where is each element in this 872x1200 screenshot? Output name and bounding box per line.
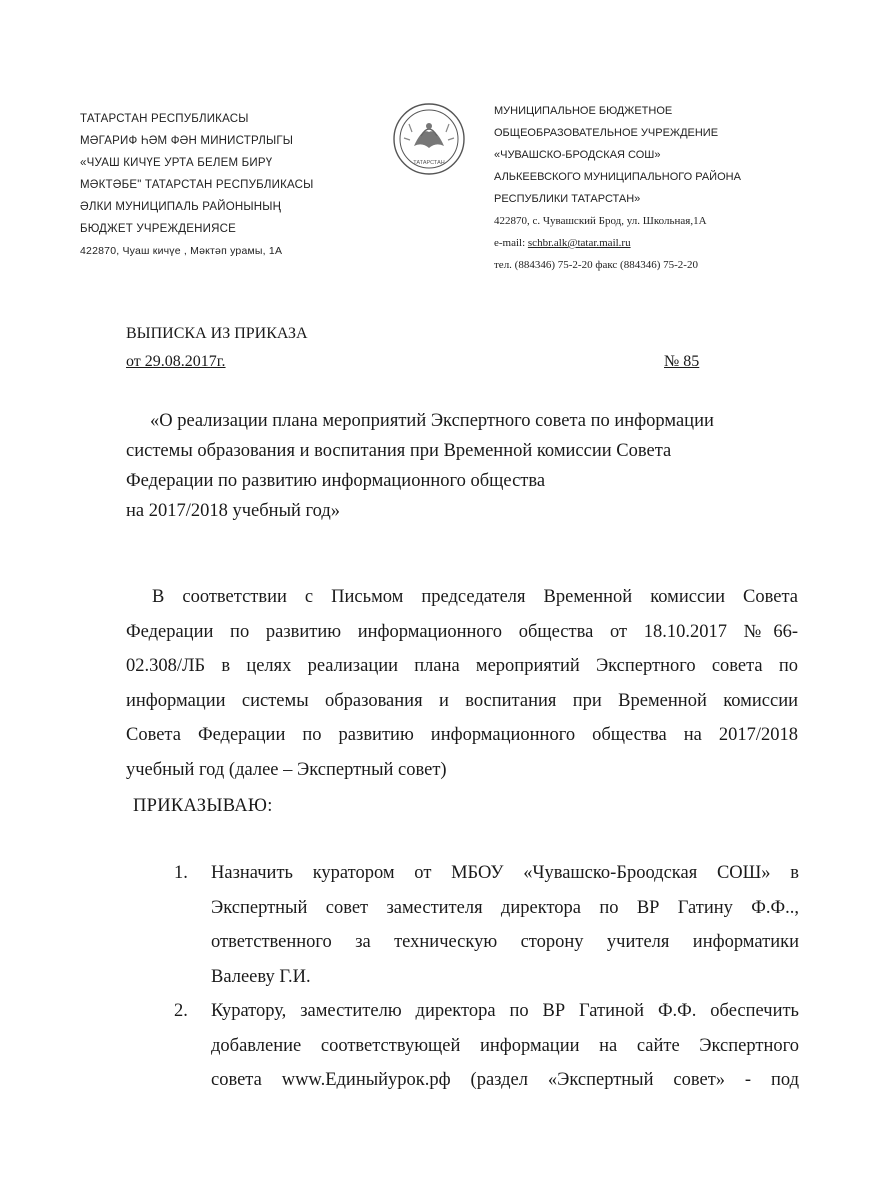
header-left-line: МӘГАРИФ ҺӘМ ФӘН МИНИСТРЛЫГЫ: [80, 135, 294, 147]
header-right-phone: тел. (884346) 75-2-20 факс (884346) 75-2-20: [494, 259, 698, 271]
order-subject: [126, 406, 766, 526]
list-item: [174, 856, 799, 994]
header-left-tatar: [80, 108, 390, 262]
subject-line: Федерации по развитию информационного общества: [126, 471, 546, 491]
header-right-email-line: [494, 232, 834, 254]
preamble-paragraph: [126, 580, 798, 787]
item-line: Куратору, заместителю директора по ВР Гатиной Ф.Ф. обеспечить: [211, 1001, 799, 1021]
preamble-line: Совета Федерации по развитию информационного общества на 2017/2018: [126, 725, 798, 745]
item-line: Валееву Г.И.: [211, 966, 311, 987]
header-right-line: МУНИЦИПАЛЬНОЕ БЮДЖЕТНОЕ: [494, 105, 673, 117]
item-number: 1.: [174, 863, 188, 883]
item-line: добавление соответствующей информации на сайте Экспертного: [211, 1035, 799, 1056]
subject-line: системы образования и воспитания при Временной комиссии Совета: [126, 441, 672, 461]
preamble-line: учебный год (далее – Экспертный совет): [126, 759, 447, 780]
item-line: Назначить куратором от МБОУ «Чувашско-Броодская СОШ» в: [211, 863, 799, 883]
item-line: ответственного за техническую сторону учителя информатики: [211, 932, 799, 952]
header-right-line: ОБЩЕОБРАЗОВАТЕЛЬНОЕ УЧРЕЖДЕНИЕ: [494, 127, 719, 139]
email-label: e-mail:: [494, 237, 528, 249]
item-line: Экспертный совет заместителя директора по ВР Гатину Ф.Ф..,: [211, 897, 799, 918]
item-line: совета www.Единыйурок.рф (раздел «Экспертный совет» - под: [211, 1070, 799, 1090]
header-right-line: РЕСПУБЛИКИ ТАТАРСТАН»: [494, 193, 641, 205]
header-left-line: ӘЛКИ МУНИЦИПАЛЬ РАЙОНЫНЫҢ: [80, 201, 282, 213]
preamble-line: 02.308/ЛБ в целях реализации плана мероприятий Экспертного совета по: [126, 656, 798, 676]
item-number: 2.: [174, 1001, 188, 1021]
header-right-line: АЛЬКЕЕВСКОГО МУНИЦИПАЛЬНОГО РАЙОНА: [494, 171, 741, 183]
header-left-address: 422870, Чуаш кичүе , Мәктәп урамы, 1А: [80, 245, 283, 257]
order-number: № 85: [664, 353, 700, 370]
preamble-line: информации системы образования и воспитания при Временной комиссии: [126, 690, 798, 711]
header-left-line: ТАТАРСТАН РЕСПУБЛИКАСЫ: [80, 113, 249, 125]
subject-line: «О реализации плана мероприятий Экспертного совета по информации: [150, 411, 714, 431]
command-heading: ПРИКАЗЫВАЮ:: [133, 796, 273, 816]
preamble-line: Федерации по развитию информационного общества от 18.10.2017 №66-: [126, 621, 798, 642]
header-left-line: БЮДЖЕТ УЧРЕЖДЕНИЯСЕ: [80, 223, 236, 235]
emblem-caption: ТАТАРСТАН: [413, 160, 445, 166]
tatarstan-coat-of-arms-icon: [392, 102, 466, 176]
order-date: от 29.08.2017г.: [126, 353, 226, 370]
subject-line: на 2017/2018 учебный год»: [126, 501, 341, 521]
order-title: ВЫПИСКА ИЗ ПРИКАЗА: [126, 325, 308, 342]
header-right-address: 422870, с. Чувашский Брод, ул. Школьная,1А: [494, 215, 707, 227]
header-right-line: «ЧУВАШСКО-БРОДСКАЯ СОШ»: [494, 149, 661, 161]
header-left-line: МӘКТӘБЕ" ТАТАРСТАН РЕСПУБЛИКАСЫ: [80, 179, 314, 191]
email-link[interactable]: schbr.alk@tatar.mail.ru: [527, 237, 631, 249]
header-right-russian: [494, 100, 834, 276]
preamble-line: В соответствии с Письмом председателя Временной комиссии Совета: [152, 587, 798, 607]
order-items-list: [174, 856, 799, 1098]
list-item: [174, 994, 799, 1098]
header-left-line: «ЧУАШ КИЧҮЕ УРТА БЕЛЕМ БИРҮ: [80, 157, 273, 169]
